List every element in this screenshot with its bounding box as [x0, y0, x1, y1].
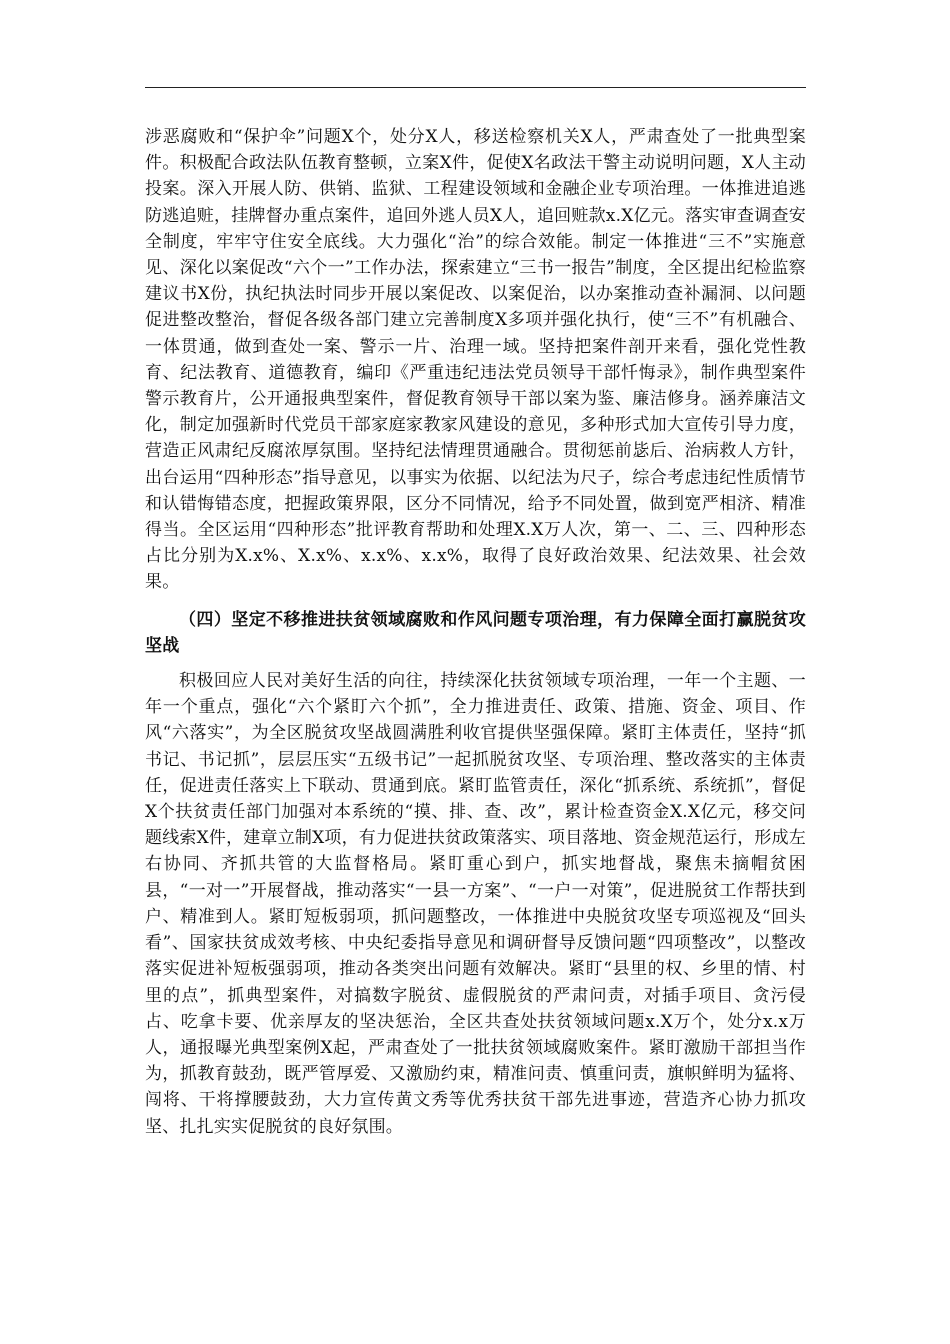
section-heading: （四）坚定不移推进扶贫领域腐败和作风问题专项治理，有力保障全面打赢脱贫攻坚战 [145, 609, 806, 656]
document-body [145, 124, 806, 1140]
header-rule [145, 87, 806, 88]
body-paragraph-section: 积极回应人民对美好生活的向往，持续深化扶贫领域专项治理，一年一个主题、一年一个重点，强化“六个紧盯六个抓”，全力推进责任、政策、措施、资金、项目、作风“六落实”，为全区脱贫攻坚战圆满胜利收官提供坚强保障。紧盯主体责任，坚持“抓书记、书记抓”，层层压实“五级书记”一起抓脱贫攻坚、专项治理、整改落实的主体责任，促进责任落实上下联动、贯通到底。紧盯监管责任，深化“抓系统、系统抓”，督促X个扶贫责任部门加强对本系统的“摸、排、查、改”，累计检查资金X.X亿元，移交问题线索X件，建章立制X项，有力促进扶贫政策落实、项目落地、资金规范运行，形成左右协同、齐抓共管的大监督格局。紧盯重心到户，抓实地督战，聚焦未摘帽贫困县，“一对一”开展督战，推动落实“一县一方案”、“一户一对策”，促进脱贫工作帮扶到户、精准到人。紧盯短板弱项，抓问题整改，一体推进中央脱贫攻坚专项巡视及“回头看”、国家扶贫成效考核、中央纪委指导意见和调研督导反馈问题“四项整改”，以整改落实促进补短板强弱项，推动各类突出问题有效解决。紧盯“县里的权、乡里的情、村里的点”，抓典型案件，对搞数字脱贫、虚假脱贫的严肃问责，对插手项目、贪污侵占、吃拿卡要、优亲厚友的坚决惩治，全区共查处扶贫领域问题x.X万个，处分x.x万人，通报曝光典型案例X起，严肃查处了一批扶贫领域腐败案件。紧盯激励干部担当作为，抓教育鼓劲，既严管厚爱、又激励约束，精准问责、慎重问责，旗帜鲜明为猛将、闯将、干将撑腰鼓劲，大力宣传黄文秀等优秀扶贫干部先进事迹，营造齐心协力抓攻坚、扎扎实实促脱贫的良好氛围。 [145, 671, 807, 1137]
body-paragraph-continued: 涉恶腐败和“保护伞”问题X个，处分X人，移送检察机关X人，严肃查处了一批典型案件。积极配合政法队伍教育整顿，立案X件，促使X名政法干警主动说明问题，X人主动投案。深入开展人防、供销、监狱、工程建设领域和金融企业专项治理。一体推进追逃防逃追赃，挂牌督办重点案件，追回外逃人员X人，追回赃款x.X亿元。落实审查调查安全制度，牢牢守住安全底线。大力强化“治”的综合效能。制定一体推进“三不”实施意见、深化以案促改“六个一”工作办法，探索建立“三书一报告”制度，全区提出纪检监察建议书X份，执纪执法时同步开展以案促改、以案促治，以办案推动查补漏洞、以问题促进整改整治，督促各级各部门建立完善制度X多项并强化执行，使“三不”有机融合、一体贯通，做到查处一案、警示一片、治理一域。坚持把案件剖开来看，强化党性教育、纪法教育、道德教育，编印《严重违纪违法党员领导干部忏悔录》，制作典型案件警示教育片，公开通报典型案件，督促教育领导干部以案为鉴、廉洁修身。涵养廉洁文化，制定加强新时代党员干部家庭家教家风建设的意见，多种形式加大宣传引导力度，营造正风肃纪反腐浓厚氛围。坚持纪法情理贯通融合。贯彻惩前毖后、治病救人方针，出台运用“四种形态”指导意见，以事实为依据、以纪法为尺子，综合考虑违纪性质情节和认错悔错态度，把握政策界限，区分不同情况，给予不同处置，做到宽严相济、精准得当。全区运用“四种形态”批评教育帮助和处理X.X万人次，第一、二、三、四种形态占比分别为X.x%、X.x%、x.x%、x.x%，取得了良好政治效果、纪法效果、社会效果。 [145, 127, 806, 593]
